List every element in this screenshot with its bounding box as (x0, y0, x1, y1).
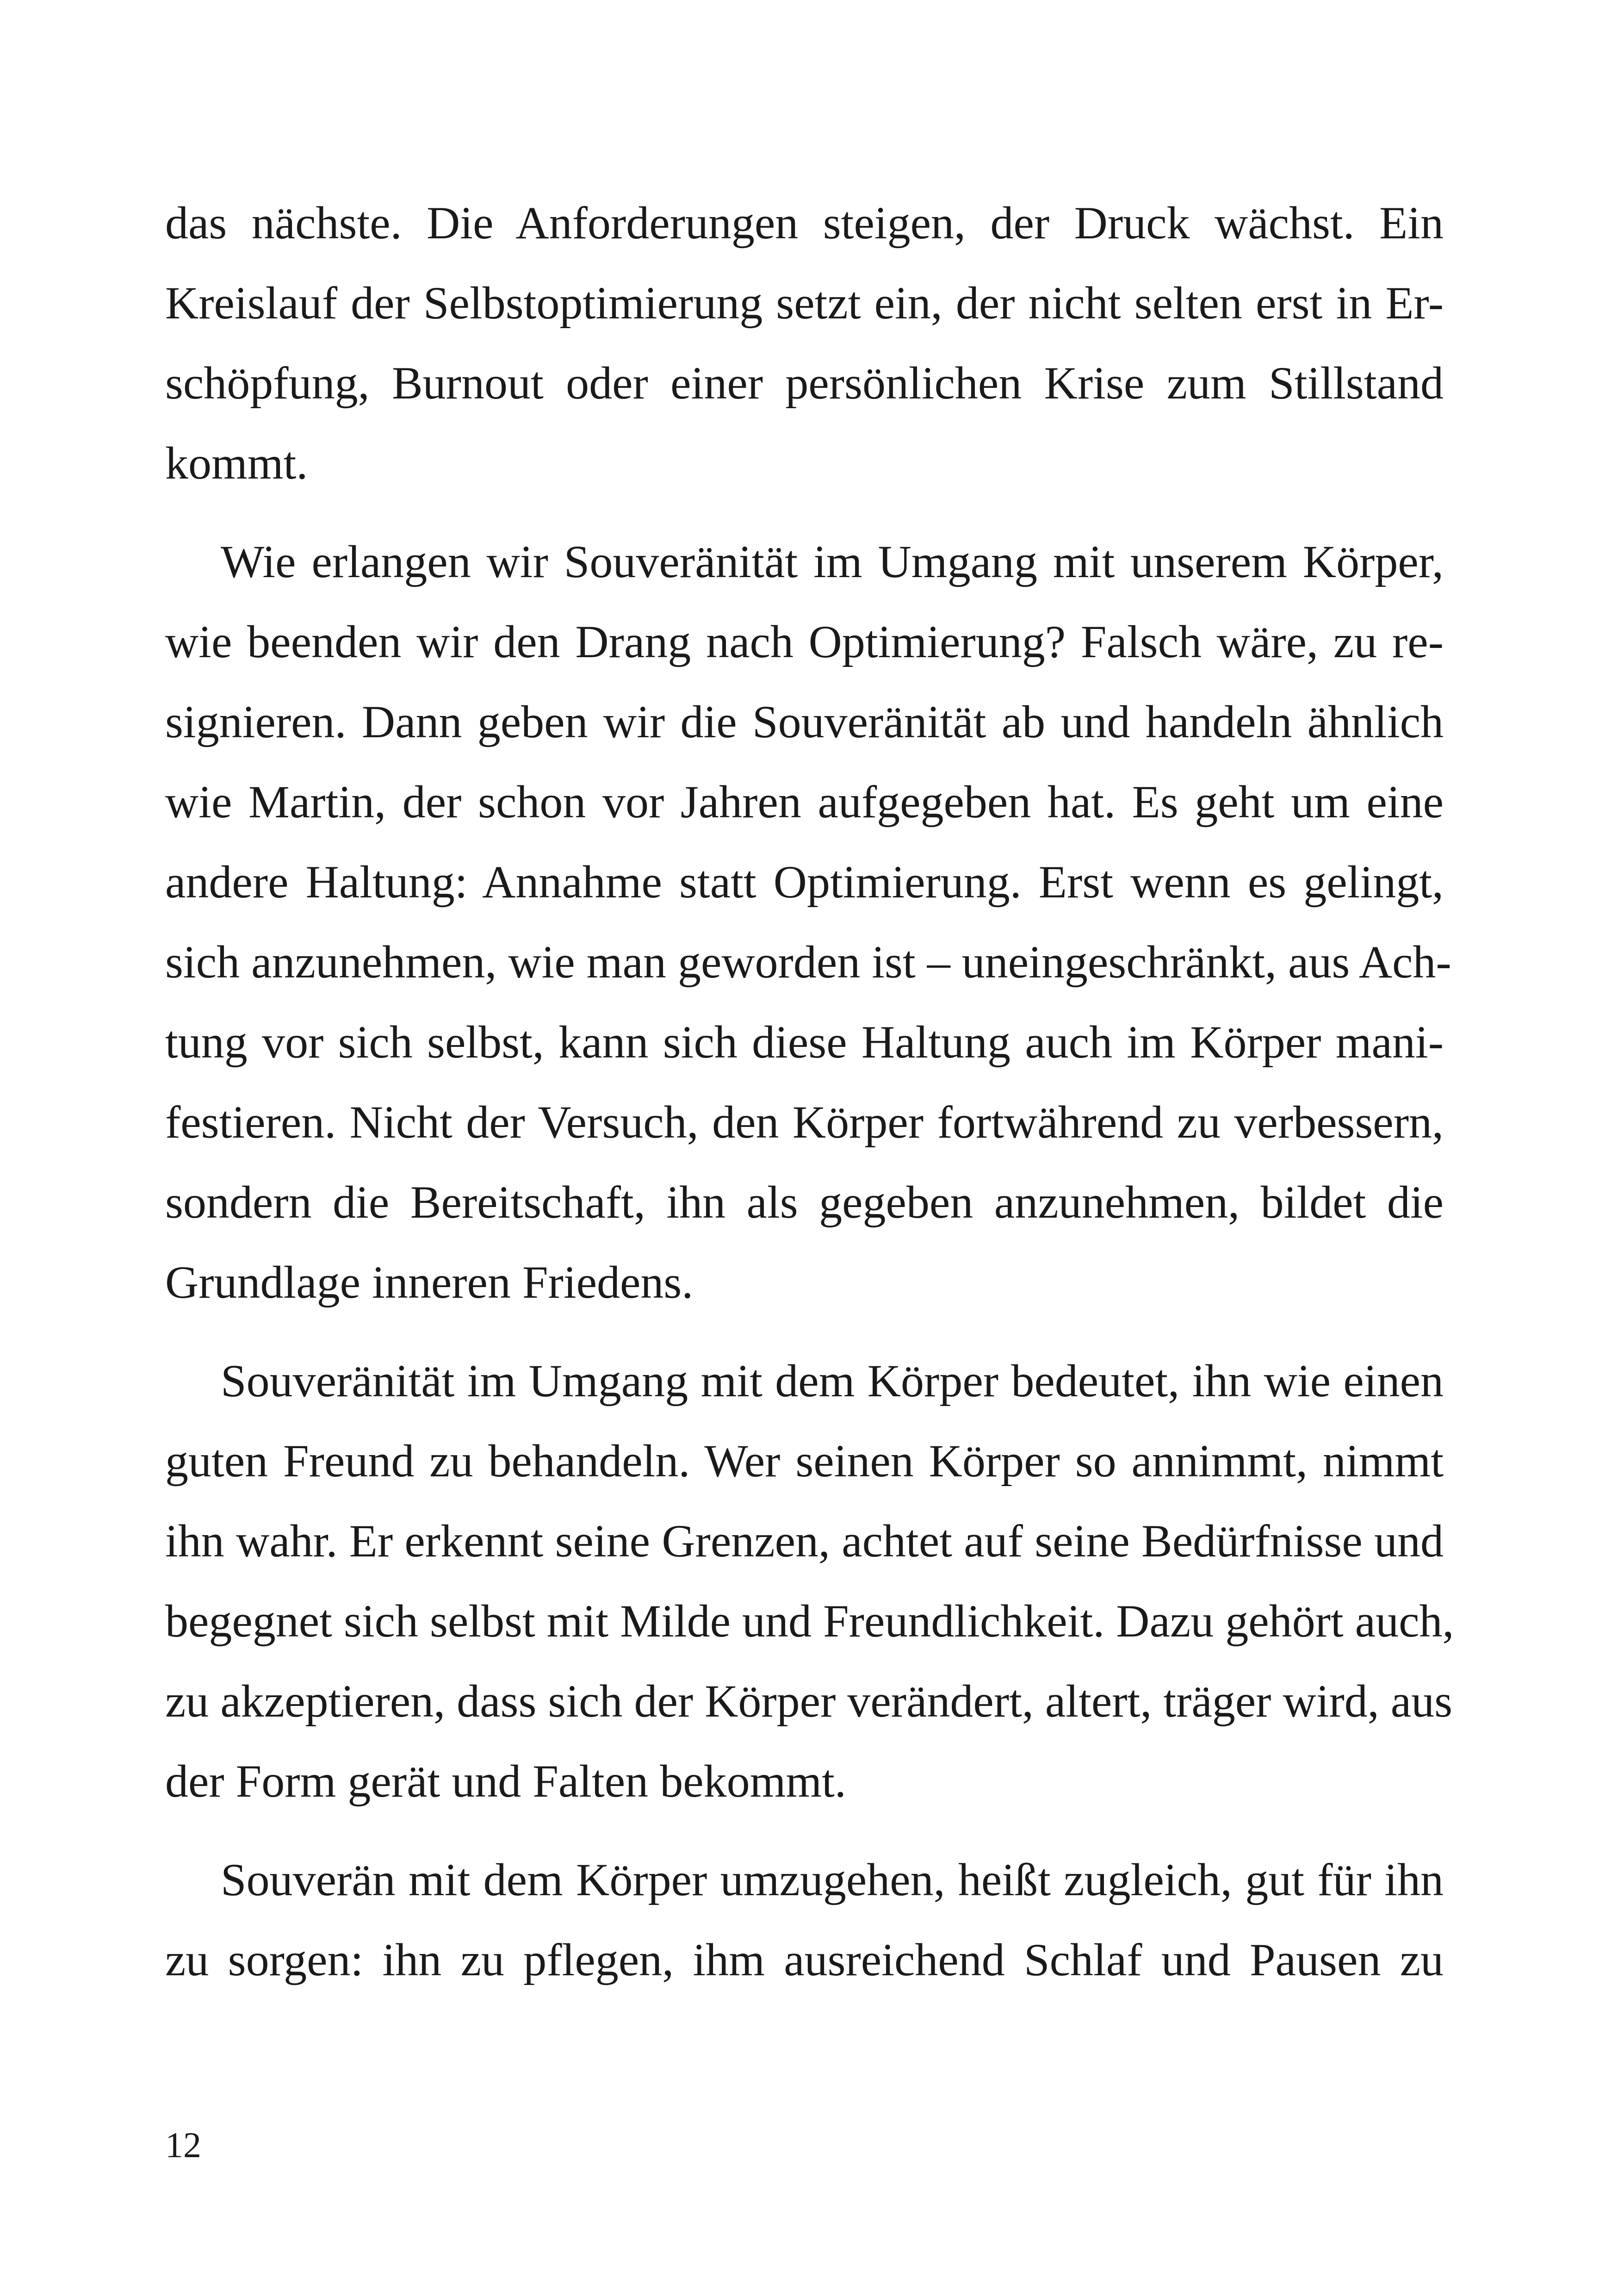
body-text (165, 183, 1454, 2018)
text-line: ihn wahr. Er erkennt seine Grenzen, achtet auf seine Bedürfnisse und (165, 1515, 1444, 1567)
paragraph-2 (165, 522, 1451, 1322)
text-line: Wie erlangen wir Souveränität im Umgang mit unserem Körper, (221, 536, 1444, 587)
text-line: festieren. Nicht der Versuch, den Körper fortwährend zu verbessern, (165, 1096, 1444, 1148)
paragraph-3 (165, 1341, 1454, 1821)
paragraph-4 (165, 1840, 1444, 2000)
text-line: wie Martin, der schon vor Jahren aufgegeben hat. Es geht um eine (165, 776, 1444, 828)
text-line: Souverän mit dem Körper umzugehen, heißt zugleich, gut für ihn (221, 1854, 1444, 1905)
text-line: sondern die Bereitschaft, ihn als gegeben anzunehmen, bildet die (165, 1176, 1444, 1228)
text-line: der Form gerät und Falten bekommt. (165, 1755, 846, 1807)
text-line: das nächste. Die Anforderungen steigen, der Druck wächst. Ein (165, 197, 1444, 249)
text-line: Kreislauf der Selbstoptimierung setzt ein, der nicht selten erst in Er- (165, 277, 1444, 329)
text-line: Souveränität im Umgang mit dem Körper bedeutet, ihn wie einen (221, 1355, 1444, 1406)
text-line: signieren. Dann geben wir die Souveränität ab und handeln ähnlich (165, 696, 1444, 747)
text-line: zu akzeptieren, dass sich der Körper verändert, altert, träger wird, aus (165, 1675, 1453, 1727)
text-line: guten Freund zu behandeln. Wer seinen Körper so annimmt, nimmt (165, 1435, 1444, 1487)
text-line: wie beenden wir den Drang nach Optimierung? Falsch wäre, zu re- (165, 616, 1444, 667)
text-line: begegnet sich selbst mit Milde und Freundlichkeit. Dazu gehört auch, (165, 1595, 1454, 1647)
text-line: tung vor sich selbst, kann sich diese Haltung auch im Körper mani- (165, 1016, 1444, 1068)
paragraph-1 (165, 183, 1444, 503)
text-line: andere Haltung: Annahme statt Optimierung. Erst wenn es gelingt, (165, 856, 1444, 908)
page-number: 12 (165, 2125, 201, 2165)
text-line: kommt. (165, 437, 308, 489)
text-line: zu sorgen: ihn zu pflegen, ihm ausreichend Schlaf und Pausen zu (165, 1934, 1444, 1985)
text-line: sich anzunehmen, wie man geworden ist – uneingeschränkt, aus Ach- (165, 936, 1451, 988)
text-line: Grundlage inneren Friedens. (165, 1257, 694, 1308)
text-line: schöpfung, Burnout oder einer persönlichen Krise zum Stillstand (165, 357, 1444, 409)
